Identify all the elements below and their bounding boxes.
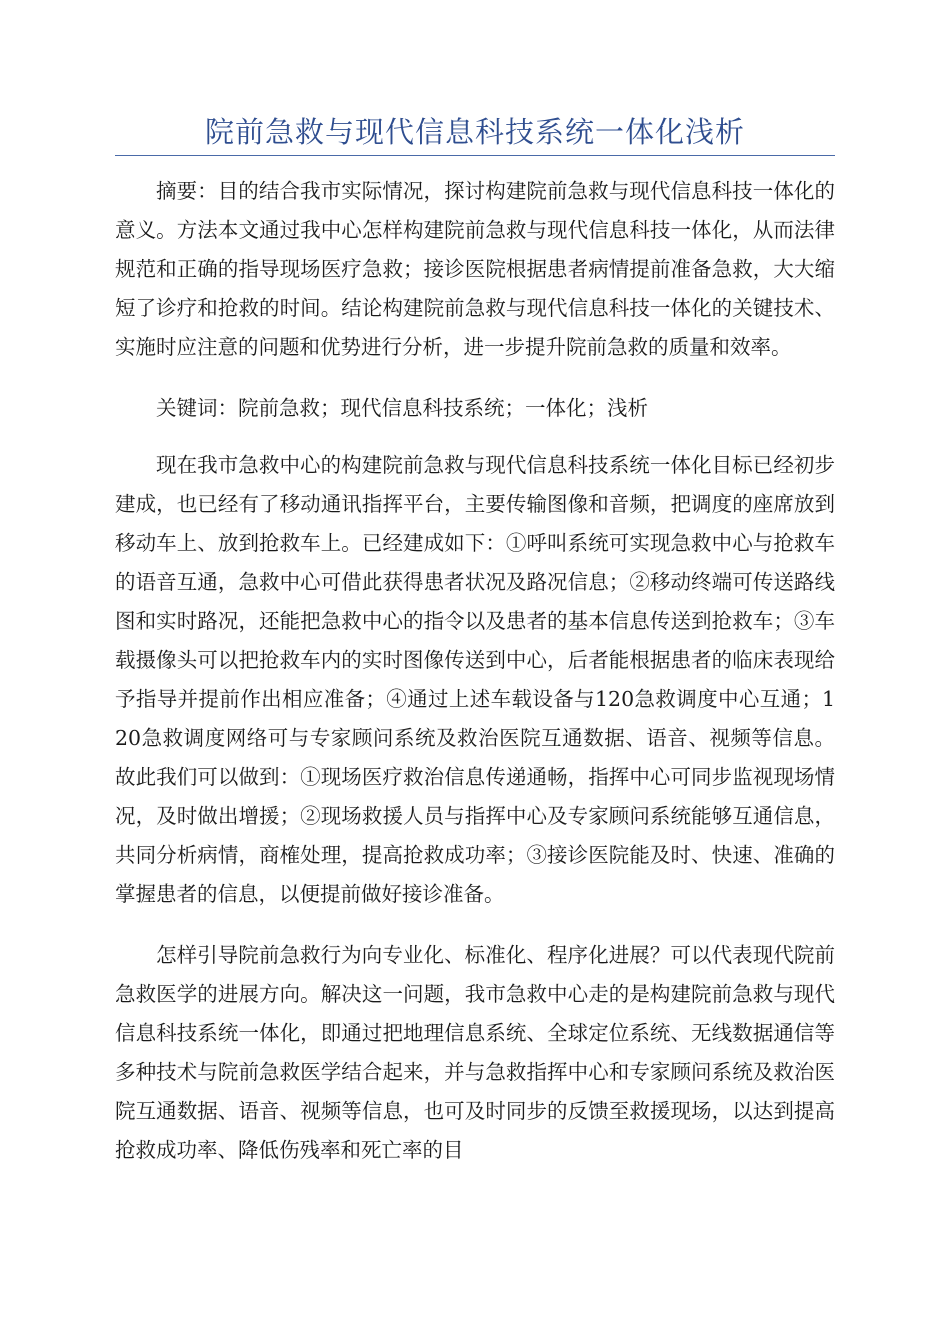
- document-title: 院前急救与现代信息科技系统一体化浅析: [204, 115, 745, 149]
- body-paragraph: 怎样引导院前急救行为向专业化、标准化、程序化进展？可以代表现代院前急救医学的进展方向。解决这一问题，我市急救中心走的是构建院前急救与现代信息科技系统一体化，即通过把地理信息系统、全球定位系统、无线数据通信等多种技术与院前急救医学结合起来，并与急救指挥中心和专家顾问系统及救治医院互通数据、语音、视频等信息，也可及时同步的反馈至救援现场，以达到提高抢救成功率、降低伤残率和死亡率的目: [115, 943, 835, 1162]
- keywords-paragraph: 关键词：院前急救；现代信息科技系统；一体化；浅析: [156, 396, 648, 420]
- title-underline: [115, 155, 835, 156]
- body-paragraph: 现在我市急救中心的构建院前急救与现代信息科技系统一体化目标已经初步建成，也已经有了移动通讯指挥平台，主要传输图像和音频，把调度的座席放到移动车上、放到抢救车上。已经建成如下：①呼叫系统可实现急救中心与抢救车的语音互通，急救中心可借此获得患者状况及路况信息；②移动终端可传送路线图和实时路况，还能把急救中心的指令以及患者的基本信息传送到抢救车；③车载摄像头可以把抢救车内的实时图像传送到中心，后者能根据患者的临床表现给予指导并提前作出相应准备；④通过上述车载设备与120急救调度中心互通；120急救调度网络可与专家顾问系统及救治医院互通数据、语音、视频等信息。故此我们可以做到：①现场医疗救治信息传递通畅，指挥中心可同步监视现场情况，及时做出增援；②现场救援人员与指挥中心及专家顾问系统能够互通信息，共同分析病情，商榷处理，提高抢救成功率；③接诊医院能及时、快速、准确的掌握患者的信息，以便提前做好接诊准备。: [115, 453, 835, 906]
- document-body: [115, 172, 835, 1192]
- abstract-paragraph: 摘要：目的结合我市实际情况，探讨构建院前急救与现代信息科技一体化的意义。方法本文通过我中心怎样构建院前急救与现代信息科技一体化，从而法律规范和正确的指导现场医疗急救；接诊医院根据患者病情提前准备急救，大大缩短了诊疗和抢救的时间。结论构建院前急救与现代信息科技一体化的关键技术、实施时应注意的问题和优势进行分析，进一步提升院前急救的质量和效率。: [115, 179, 835, 359]
